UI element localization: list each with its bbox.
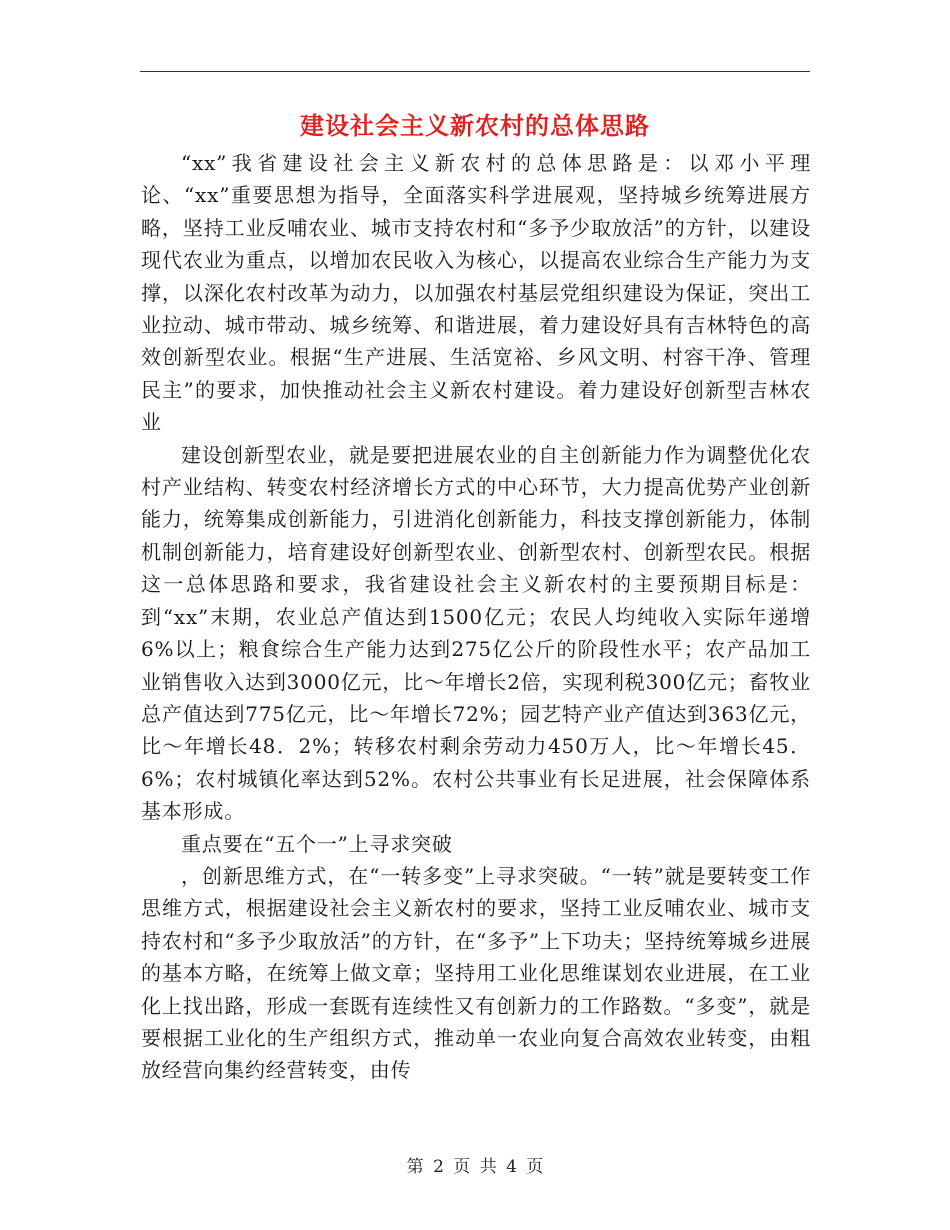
paragraph-five-breakthroughs-heading: 重点要在“五个一”上寻求突破 — [181, 831, 453, 856]
document-title: 建设社会主义新农村的总体思路 — [300, 111, 650, 140]
page-number-footer: 第 2 页 共 4 页 — [406, 1157, 544, 1177]
paragraph-thinking-mode: ，创新思维方式，在“一转多变”上寻求突破。“一转”就是要转变工作思维方式，根据建设社会主义新农村的要求，坚持工业反哺农业、城市支持农村和“多予少取放活”的方针，在“多予”上下功夫；坚持统筹城乡进展的基本方略，在统筹上做文章；坚持用工业化思维谋划农业进展，在工业化上找出路，形成一套既有连续性又有创新力的工作路数。“多变”，就是要根据工业化的生产组织方式，推动单一农业向复合高效农业转变，由粗放经营向集约经营转变，由传 — [141, 863, 811, 1083]
paragraph-overall-approach: “xx”我省建设社会主义新农村的总体思路是：以邓小平理论、“xx”重要思想为指导，全面落实科学进展观，坚持城乡统筹进展方略，坚持工业反哺农业、城市支持农村和“多予少取放活”的方针，以建设现代农业为重点，以增加农民收入为核心，以提高农业综合生产能力为支撑，以深化农村改革为动力，以加强农村基层党组织建设为保证，突出工业拉动、城市带动、城乡统筹、和谐进展，着力建设好具有吉林特色的高效创新型农业。根据“生产进展、生活宽裕、乡风文明、村容干净、管理民主”的要求，加快推动社会主义新农村建设。着力建设好创新型吉林农业 — [141, 151, 811, 435]
document-body — [141, 147, 811, 1087]
paragraph-innovative-agriculture: 建设创新型农业，就是要把进展农业的自主创新能力作为调整优化农村产业结构、转变农村经济增长方式的中心环节，大力提高优势产业创新能力，统筹集成创新能力，引进消化创新能力，科技支撑创新能力，体制机制创新能力，培育建设好创新型农业、创新型农村、创新型农民。根据这一总体思路和要求，我省建设社会主义新农村的主要预期目标是：到“xx”末期，农业总产值达到1500亿元；农民人均纯收入实际年递增6%以上；粮食综合生产能力达到275亿公斤的阶段性水平；农产品加工业销售收入达到3000亿元，比～年增长2倍，实现利税300亿元；畜牧业总产值达到775亿元，比～年增长72%；园艺特产业产值达到363亿元，比～年增长48．2%；转移农村剩余劳动力450万人，比～年增长45．6%；农村城镇化率达到52%。农村公共事业有长足进展，社会保障体系基本形成。 — [141, 442, 811, 824]
header-rule — [140, 71, 810, 72]
